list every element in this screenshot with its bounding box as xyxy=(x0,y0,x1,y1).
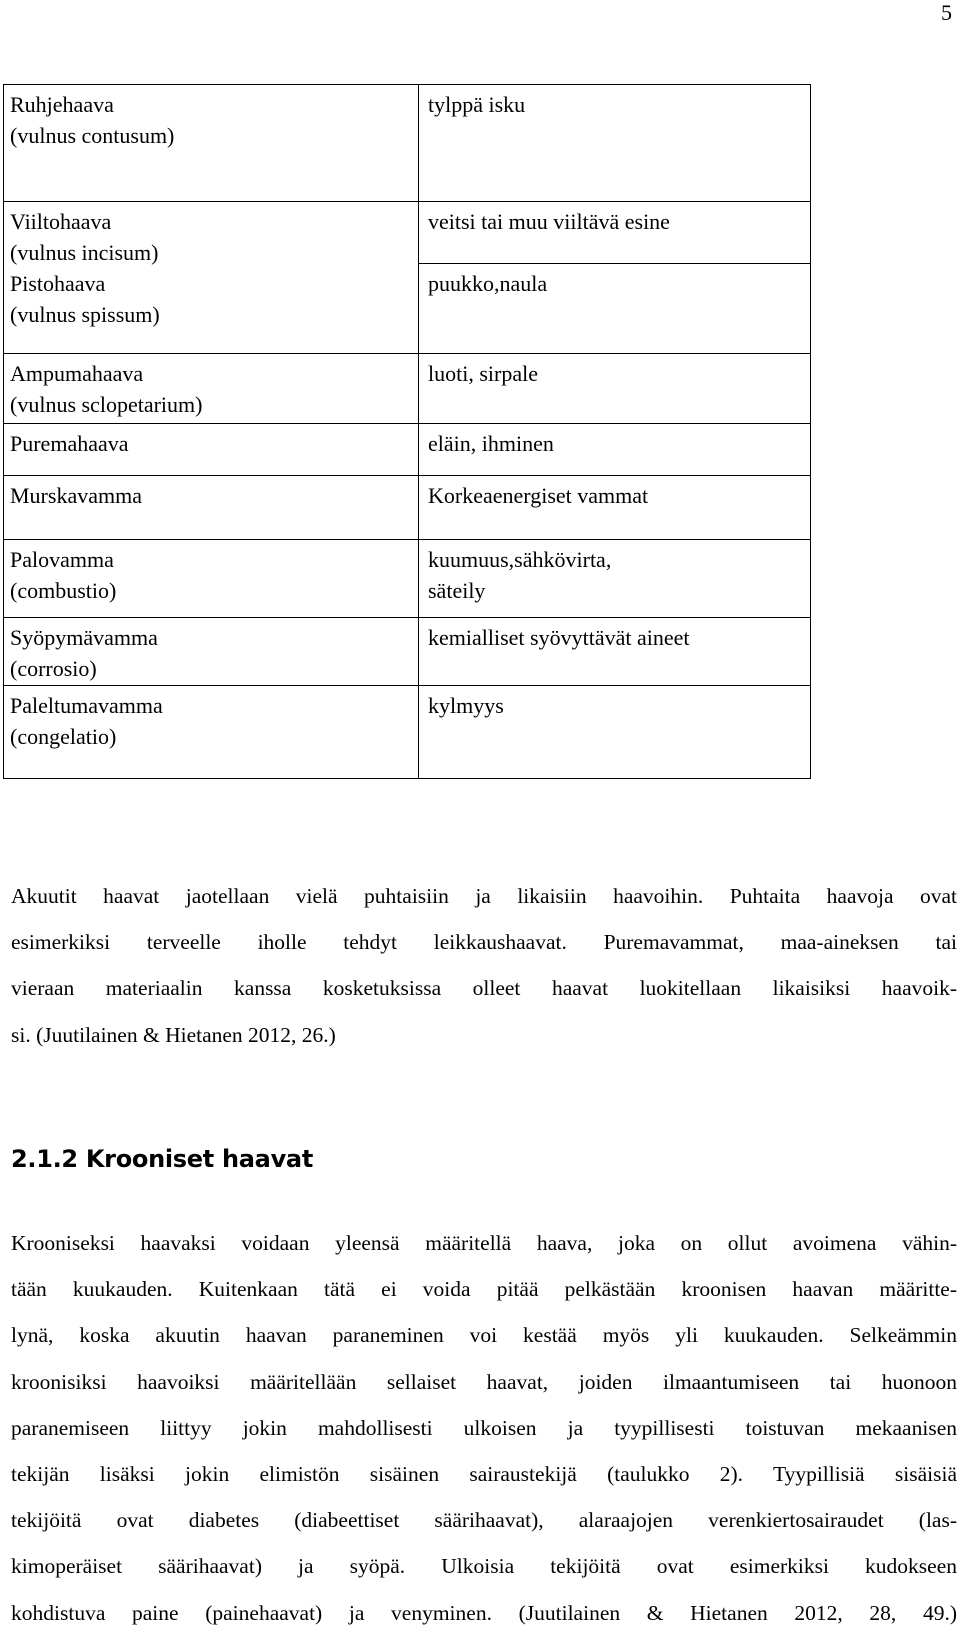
paragraph-line: Krooniseksi haavaksi voidaan yleensä määritellä haava, joka on ollut avoimena vähin- xyxy=(11,1231,957,1255)
wound-type-cell xyxy=(4,202,419,354)
wound-type-name: Murskavamma xyxy=(10,483,142,508)
wound-type-cell xyxy=(4,354,419,424)
paragraph-line: tään kuukauden. Kuitenkaan tätä ei voida pitää pelkästään kroonisen haavan määritte- xyxy=(11,1277,957,1302)
wound-cause-cell xyxy=(419,540,811,618)
wound-type-name: Syöpymävamma xyxy=(10,625,158,650)
wound-cause-cell xyxy=(419,618,811,686)
wound-cause-cell xyxy=(419,686,811,779)
wound-cause: Korkeaenergiset vammat xyxy=(428,483,649,508)
table-row xyxy=(4,424,811,476)
table-row xyxy=(4,540,811,618)
table-row xyxy=(4,85,811,202)
wound-cause: kylmyys xyxy=(428,693,504,718)
wound-cause: luoti, sirpale xyxy=(428,361,538,386)
wound-cause-cell xyxy=(419,424,811,476)
wound-cause: veitsi tai muu viiltävä esine xyxy=(428,209,670,234)
wound-type-latin: (combustio) xyxy=(10,578,117,603)
paragraph-line: tekijän lisäksi jokin elimistön sisäinen sairaustekijä (taulukko 2). Tyypillisiä sisäisiä xyxy=(11,1462,957,1487)
wound-type-latin: (vulnus spissum) xyxy=(10,302,160,327)
wound-type-cell xyxy=(4,476,419,540)
wound-type-latin: (congelatio) xyxy=(10,724,117,749)
wound-type-name: Pistohaava xyxy=(10,271,106,296)
paragraph-line: kimoperäiset säärihaavat) ja syöpä. Ulkoisia tekijöitä ovat esimerkiksi kudokseen xyxy=(11,1554,957,1579)
paragraph-line: si. (Juutilainen & Hietanen 2012, 26.) xyxy=(11,1022,336,1047)
paragraph-line: kroonisiksi haavoiksi määritellään sellaiset haavat, joiden ilmaantumiseen tai huonoon xyxy=(11,1369,957,1394)
wound-cause-cell xyxy=(419,85,811,202)
table-row xyxy=(4,618,811,686)
wound-cause: puukko,naula xyxy=(428,271,548,296)
paragraph-line: kohdistuva paine (painehaavat) ja venyminen. (Juutilainen & Hietanen 2012, 28, 49.) xyxy=(11,1600,957,1625)
paragraph-line: lynä, koska akuutin haavan paraneminen voi kestää myös yli kuukauden. Selkeämmin xyxy=(11,1323,957,1348)
wound-cause-cell xyxy=(419,354,811,424)
wound-cause: säteily xyxy=(428,578,486,603)
paragraph-chronic-wounds xyxy=(11,1220,957,1636)
wound-type-name: Viiltohaava xyxy=(10,209,112,234)
paragraph-line: tekijöitä ovat diabetes (diabeettiset säärihaavat), alaraajojen verenkiertosairaudet (las- xyxy=(11,1508,957,1533)
table-row xyxy=(4,476,811,540)
wound-type-latin: (vulnus contusum) xyxy=(10,123,175,148)
paragraph-line: vieraan materiaalin kanssa kosketuksissa olleet haavat luokitellaan likaisiksi haavoik- xyxy=(11,976,957,1001)
wound-type-cell xyxy=(4,618,419,686)
wound-cause-cell xyxy=(419,264,811,354)
wound-type-latin: (vulnus sclopetarium) xyxy=(10,392,203,417)
paragraph-line: esimerkiksi terveelle iholle tehdyt leikkaushaavat. Puremavammat, maa-aineksen tai xyxy=(11,930,957,955)
table-row xyxy=(4,686,811,779)
wound-type-name: Palovamma xyxy=(10,547,114,572)
paragraph-acute-wounds xyxy=(11,873,957,1058)
wound-cause: eläin, ihminen xyxy=(428,431,554,456)
wound-type-latin: (corrosio) xyxy=(10,656,97,681)
wound-cause-cell xyxy=(419,476,811,540)
wound-cause: tylppä isku xyxy=(428,92,526,117)
wound-type-latin: (vulnus incisum) xyxy=(10,240,159,265)
wound-cause: kuumuus,sähkövirta, xyxy=(428,547,612,572)
section-heading: 2.1.2 Krooniset haavat xyxy=(11,1145,313,1173)
wound-type-cell xyxy=(4,686,419,779)
paragraph-line: paranemiseen liittyy jokin mahdollisesti ulkoisen ja tyypillisesti toistuvan mekaanisen xyxy=(11,1415,957,1440)
wound-type-name: Ruhjehaava xyxy=(10,92,114,117)
wound-type-cell xyxy=(4,540,419,618)
page-number: 5 xyxy=(941,0,952,25)
wound-type-name: Paleltumavamma xyxy=(10,693,163,718)
wound-types-table xyxy=(3,84,811,779)
wound-type-name: Ampumahaava xyxy=(10,361,144,386)
wound-type-name: Puremahaava xyxy=(10,431,129,456)
wound-cause: kemialliset syövyttävät aineet xyxy=(428,625,690,650)
wound-cause-cell xyxy=(419,202,811,264)
wound-type-cell xyxy=(4,424,419,476)
wound-type-cell xyxy=(4,85,419,202)
table-row xyxy=(4,202,811,264)
table-row xyxy=(4,354,811,424)
paragraph-line: Akuutit haavat jaotellaan vielä puhtaisiin ja likaisiin haavoihin. Puhtaita haavoja ovat xyxy=(11,884,957,908)
